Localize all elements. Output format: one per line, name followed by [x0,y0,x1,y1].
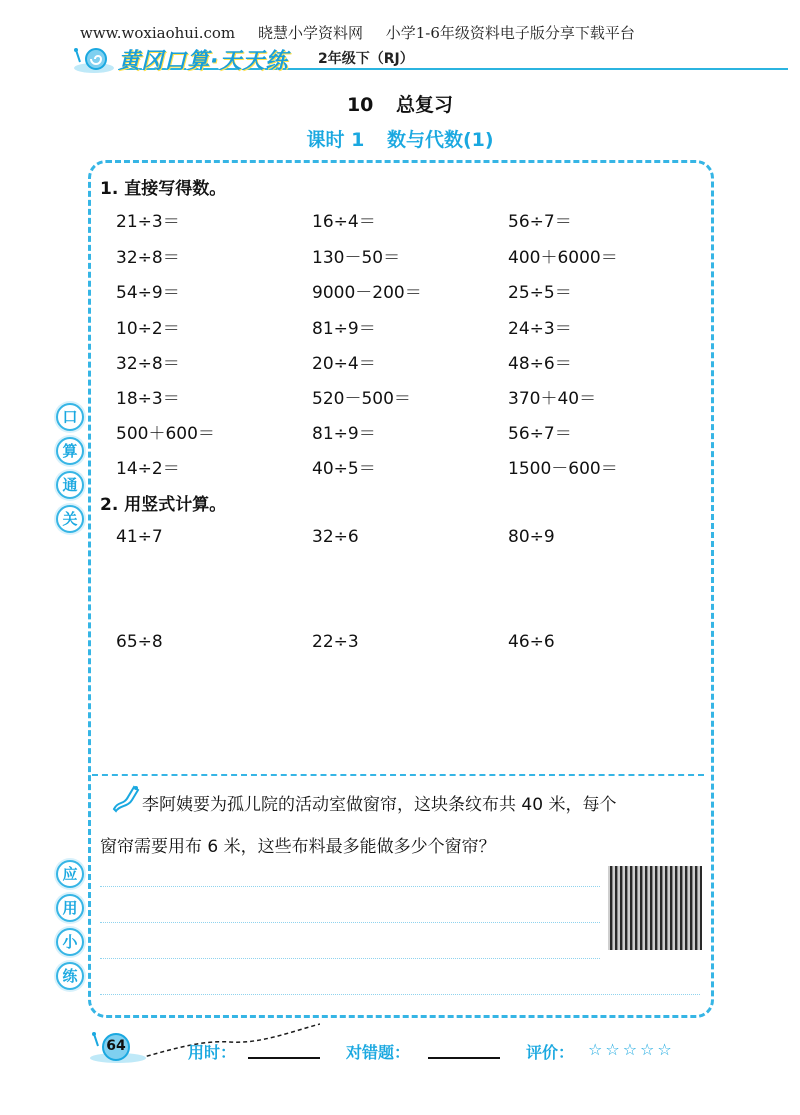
page-number: 64 [106,1038,126,1054]
side-tag-char: 用 [56,894,84,922]
brand-logo: 黄冈口算·天天练 [118,49,289,74]
answer-line[interactable] [100,886,600,887]
cloth-stripe [655,866,657,950]
math-problem: 32÷8＝ [116,354,180,374]
math-problem: 24÷3＝ [508,319,572,339]
math-problem: 500＋600＝ [116,424,215,444]
cloth-stripe [630,866,632,950]
math-problem: 32÷8＝ [116,248,180,268]
cloth-stripe [610,866,612,950]
math-problem: 54÷9＝ [116,283,180,303]
section-1-title: 1. 直接写得数。 [100,179,227,199]
answer-line[interactable] [100,922,600,923]
section-divider [92,774,704,776]
math-problem: 9000－200＝ [312,283,422,303]
calc-problem: 65÷8 [116,632,163,652]
math-problem: 48÷6＝ [508,354,572,374]
calc-problem: 80÷9 [508,527,555,547]
side-tag-char: 算 [56,437,84,465]
time-label: 用时： [188,1043,237,1062]
snail-logo-icon [72,44,116,74]
cloth-stripe [645,866,647,950]
errors-label: 对错题： [346,1043,411,1062]
lesson-name: 数与代数(1) [386,129,494,151]
math-problem: 21÷3＝ [116,212,180,232]
cloth-stripe [660,866,662,950]
cloth-stripe [690,866,692,950]
application-problem-line-2: 窗帘需要用布 6 米，这些布料最多能做多少个窗帘？ [100,837,496,857]
unit-number: 10 [346,94,374,116]
cloth-stripe [670,866,672,950]
cloth-stripe [680,866,682,950]
math-problem: 56÷7＝ [508,212,572,232]
time-blank[interactable] [248,1057,320,1059]
math-problem: 40÷5＝ [312,459,376,479]
side-tag-char: 通 [56,471,84,499]
section-2-title: 2. 用竖式计算。 [100,495,227,515]
cloth-stripe [695,866,697,950]
calc-problem: 22÷3 [312,632,359,652]
calc-problem: 46÷6 [508,632,555,652]
math-problem: 10÷2＝ [116,319,180,339]
grade-label: 2年级下（RJ） [318,51,414,67]
site-header-line [80,22,653,43]
side-tag-char: 练 [56,962,84,990]
site-slogan: 小学1-6年级资料电子版分享下载平台 [385,24,635,42]
calc-problem: 32÷6 [312,527,359,547]
cloth-stripe [625,866,627,950]
errors-blank[interactable] [428,1057,500,1059]
striped-cloth-image [608,866,702,950]
lesson-number: 课时 1 [306,129,365,151]
math-problem: 14÷2＝ [116,459,180,479]
answer-line[interactable] [100,958,600,959]
site-name: 晓慧小学资料网 [257,24,363,42]
answer-line[interactable] [100,994,700,995]
cloth-stripe [640,866,642,950]
pencil-hand-icon [110,783,142,813]
math-problem: 1500－600＝ [508,459,618,479]
cloth-stripe [665,866,667,950]
unit-name: 总复习 [396,94,454,116]
rating-label: 评价： [526,1043,575,1062]
site-url: www.woxiaohui.com [80,24,236,42]
math-problem: 20÷4＝ [312,354,376,374]
math-problem: 81÷9＝ [312,319,376,339]
side-tag-oral-arithmetic [56,403,82,539]
cloth-stripe [620,866,622,950]
rating-stars[interactable]: ☆☆☆☆☆ [588,1040,675,1059]
math-problem: 56÷7＝ [508,424,572,444]
cloth-stripe [675,866,677,950]
calc-problem: 41÷7 [116,527,163,547]
math-problem: 400＋6000＝ [508,248,618,268]
cloth-stripe [685,866,687,950]
math-problem: 81÷9＝ [312,424,376,444]
side-tag-char: 关 [56,505,84,533]
cloth-stripe [700,866,702,950]
side-tag-char: 口 [56,403,84,431]
cloth-stripe [615,866,617,950]
side-tag-char: 应 [56,860,84,888]
side-tag-char: 小 [56,928,84,956]
side-tag-application [56,860,82,996]
unit-title [0,90,800,117]
math-problem: 18÷3＝ [116,389,180,409]
math-problem: 16÷4＝ [312,212,376,232]
math-problem: 130－50＝ [312,248,401,268]
math-problem: 370＋40＝ [508,389,597,409]
lesson-title [0,125,800,152]
math-problem: 520－500＝ [312,389,411,409]
cloth-stripe [635,866,637,950]
application-problem-line-1: 李阿姨要为孤儿院的活动室做窗帘，这块条纹布共 40 米，每个 [142,795,617,815]
cloth-stripe [650,866,652,950]
math-problem: 25÷5＝ [508,283,572,303]
